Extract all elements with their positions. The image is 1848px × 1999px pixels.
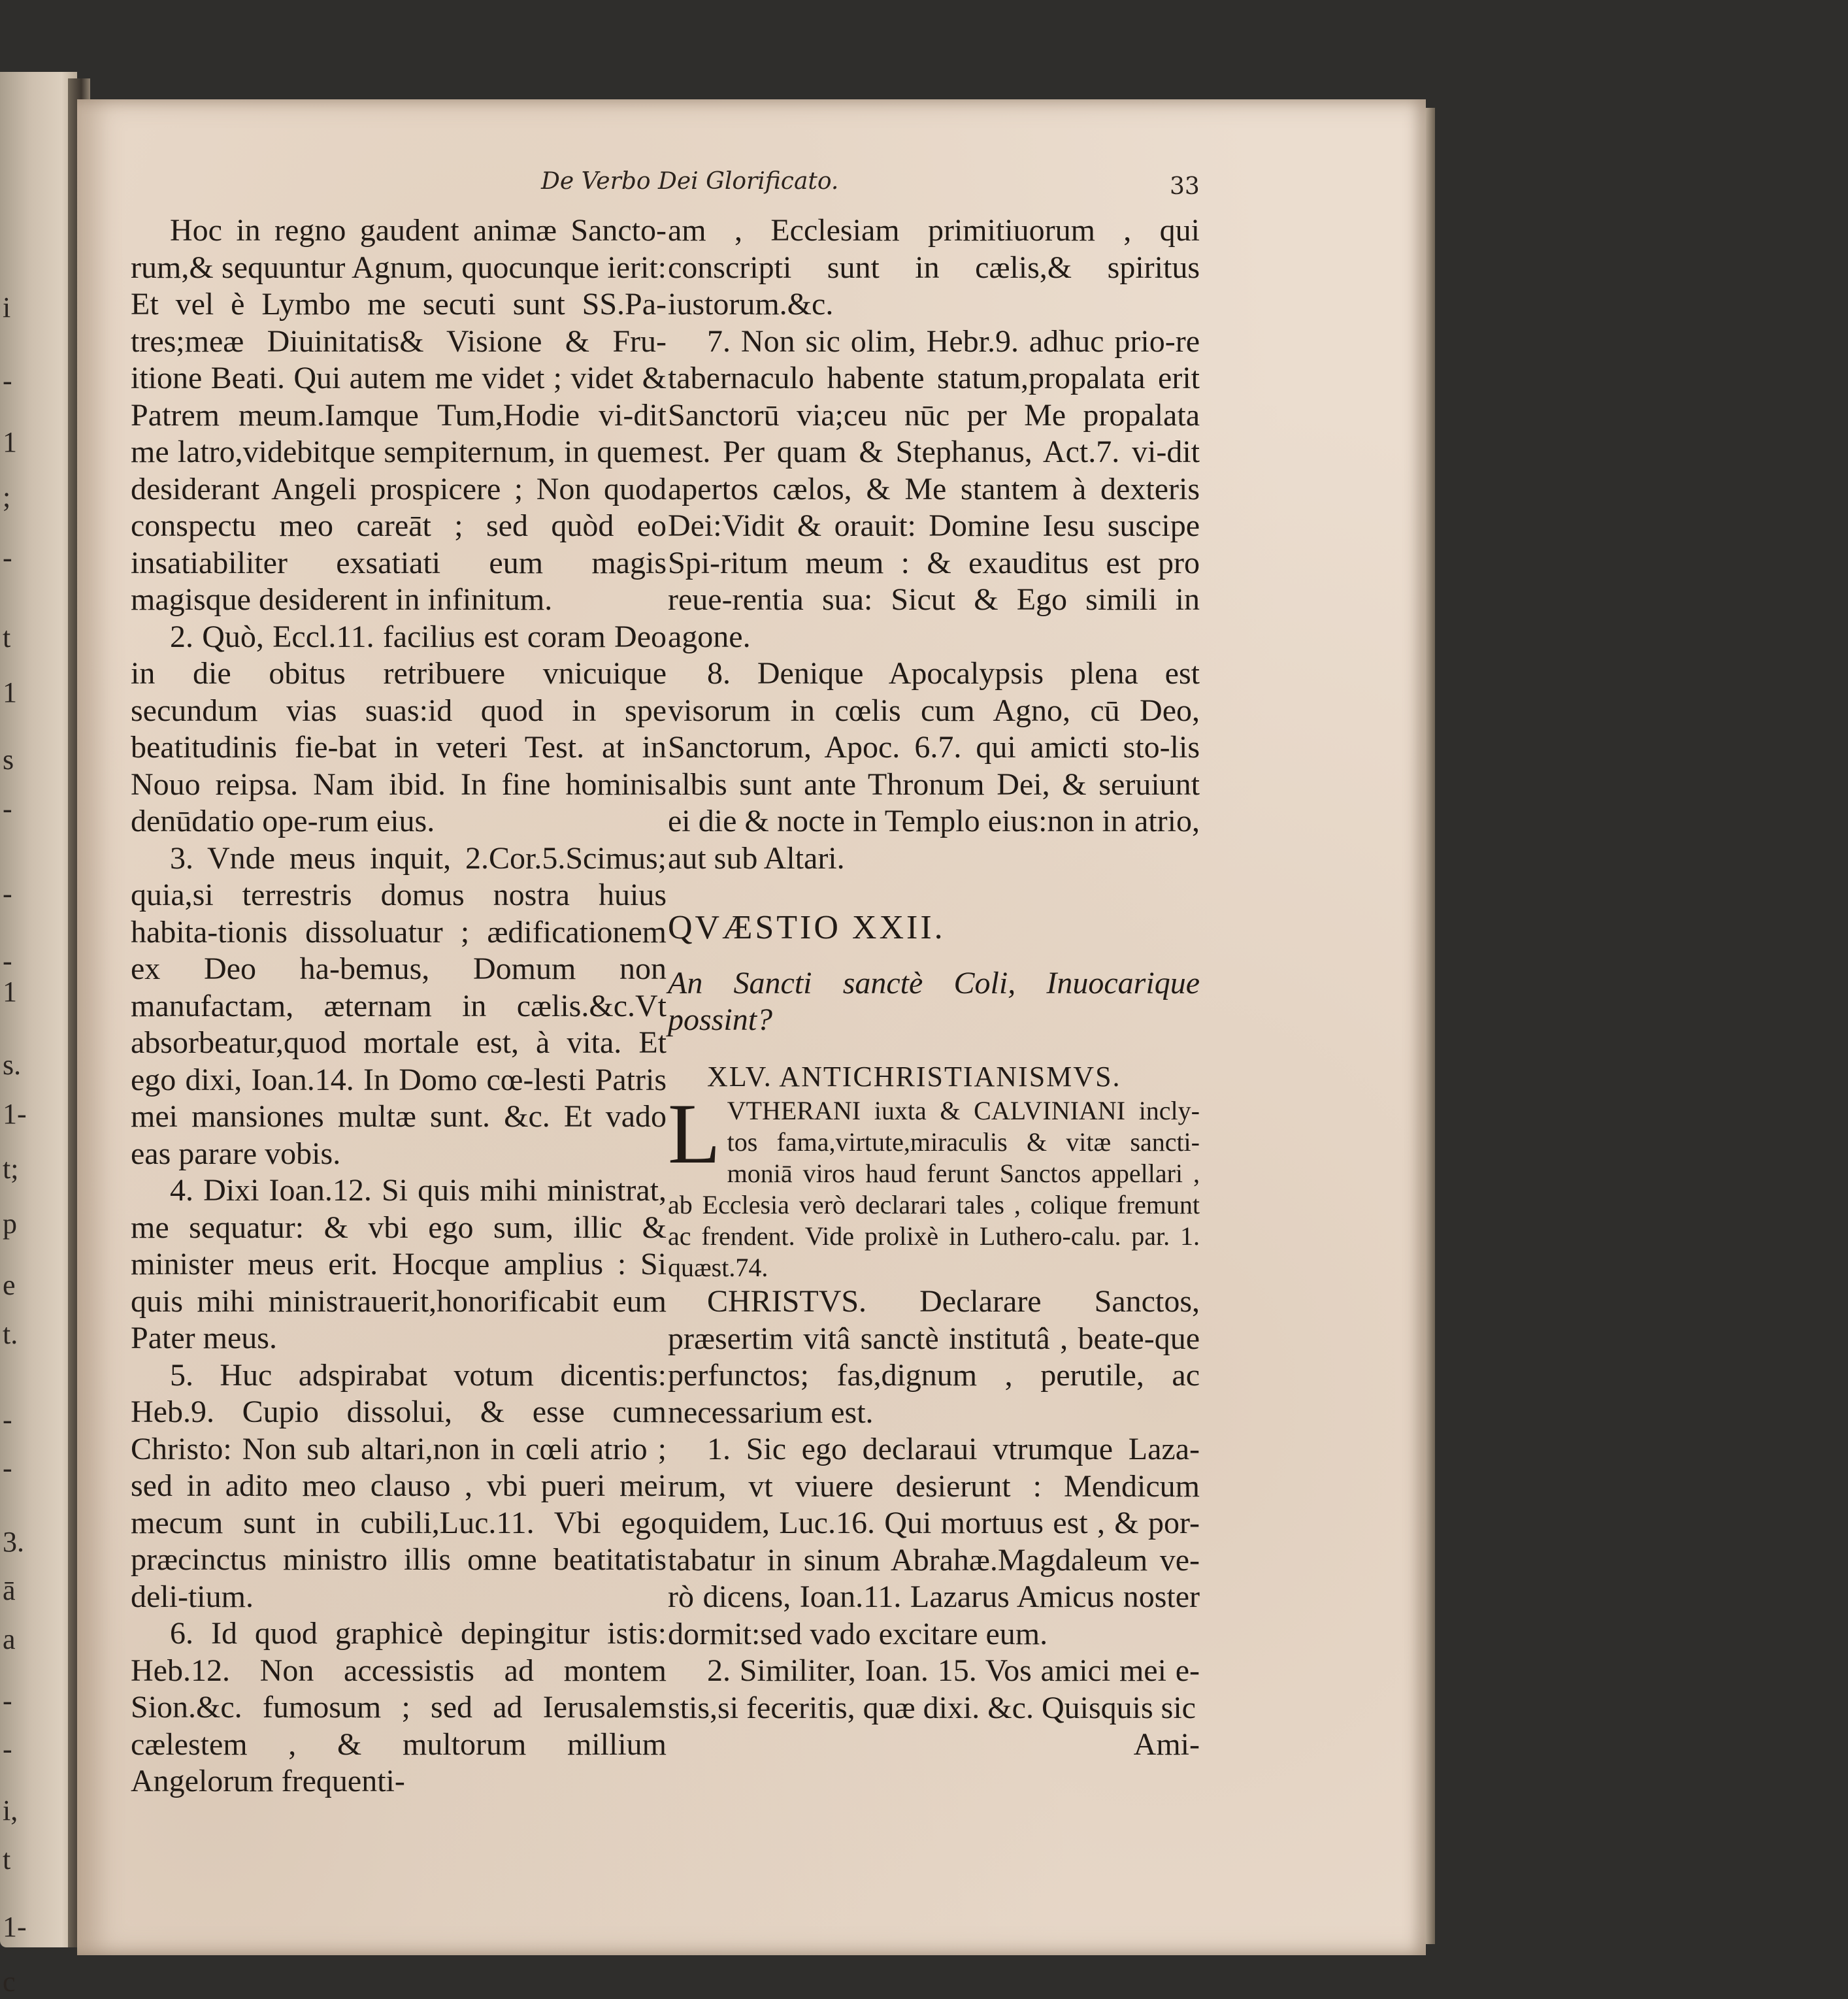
paragraph: 7. Non sic olim, Hebr.9. adhuc prio-re tabernaculo habente statum,propalata erit Sanctorū via;ceu nūc per Me propalata est. Per quam & Stephanus, Act.7. vi-dit apertos cælos, & Me stantem à dexteris Dei:Vidit & orauit: Domine Iesu suscipe Spi-ritum meum : & exauditus est pro reue-rentia sua: Sicut & Ego simili in agone. [668,323,1200,654]
margin-fragment: 1 [3,425,17,458]
paragraph: 4. Dixi Ioan.12. Si quis mihi ministrat, me sequatur: & vbi ego sum, illic & minister meus erit. Hocque amplius : Si quis mihi ministrauerit,honorificabit eum Pater meus. [131,1173,667,1355]
paragraph: 5. Huc adspirabat votum dicentis: Heb.9. Cupio dissolui, & esse cum Christo: Non sub altari,non in cœli atrio ; sed in adito meo clauso , vbi pueri mei mecum sunt in cubili,Luc.11. Vbi ego præcinctus ministro illis omne beatitatis deli-tium. [131,1357,667,1614]
catchword: Ami- [1133,1727,1200,1762]
margin-fragment: e [3,1268,16,1301]
paragraph: 1. Sic ego declaraui vtrumque Laza-rum, vt viuere desierunt : Mendicum quidem, Luc.16. Qui mortuus est , & por-tabatur in sinum Abrahæ.Magdaleum ve-rò dicens, Ioan.11. Lazarus Amicus noster dormit:sed vado excitare eum. [668,1432,1200,1651]
paragraph: am , Ecclesiam primitiuorum , qui conscripti sunt in cælis,& spiritus iustorum.&c. [668,213,1200,322]
margin-fragment: - [3,1684,12,1717]
margin-fragment: t [3,1843,11,1875]
paragraph: 2. Quò, Eccl.11. facilius est coram Deo in die obitus retribuere vnicuique secundum vias suas:id quod in spe beatitudinis fie-bat in veteri Test. at in Nouo reipsa. Nam ibid. In fine hominis denūdatio ope-rum eius. [131,619,667,838]
paragraph: 3. Vnde meus inquit, 2.Cor.5.Scimus; quia,si terrestris domus nostra huius habita-tionis dissoluatur ; ædificationem ex Deo ha-bemus, Domum non manufactam, æternam in cælis.&c.Vt absorbeatur,quod mortale est, à vita. Et ego dixi, Ioan.14. In Domo cœ-lesti Patris mei mansiones multæ sunt. &c. Et vado eas parare vobis. [131,840,667,1171]
margin-fragment: ā [3,1574,16,1607]
previous-page-edge [0,72,77,1998]
margin-fragment: t. [3,1317,18,1350]
margin-fragment: 1- [3,1910,27,1943]
margin-fragment: a [3,1623,16,1656]
section-text [668,1085,1200,1283]
margin-fragment: i [3,291,11,323]
margin-fragment: 1 [3,976,17,1008]
paragraph: CHRISTVS. Declarare Sanctos, præsertim vitâ sanctè institutâ , beate-que perfunctos; fas,dignum , perutile, ac necessarium est. [668,1284,1200,1430]
question-subtitle: An Sancti sanctè Coli, Inuocarique possint? [668,965,1200,1037]
margin-fragment: i, [3,1794,18,1826]
question-title: QVÆSTIO XXII. [668,909,946,946]
paragraph: 6. Id quod graphicè depingitur istis: Heb.12. Non accessistis ad montem Sion.&c. fumosum ; sed ad Ierusalem cælestem , & multorum millium Angelorum frequenti- [131,1616,667,1798]
drop-cap: L [668,1085,721,1181]
margin-fragment: s. [3,1049,22,1082]
margin-fragment: - [3,792,12,825]
margin-fragment: t; [3,1153,19,1185]
right-column [668,212,1200,1764]
margin-fragment: s [3,743,14,776]
page-number: 33 [1170,173,1200,200]
margin-fragment: 3. [3,1525,24,1558]
margin-fragment: - [3,945,12,978]
paragraph: 8. Denique Apocalypsis plena est visorum in cœlis cum Agno, cū Deo, Sanctorum, Apoc. 6.7. qui amicti sto-lis albis sunt ante Thronum Dei, & seruiunt ei die & nocte in Templo eius:non in atrio, aut sub Altari. [668,656,1200,876]
running-title: De Verbo Dei Glorificato. [541,168,839,195]
paragraph: Hoc in regno gaudent animæ Sancto-rum,& sequuntur Agnum, quocunque ierit: Et vel è Lymbo me secuti sunt SS.Pa-tres;meæ Diuinitatis& Visione & Fru-itione Beati. Qui autem me videt ; videt & Patrem meum.Iamque Tum,Hodie vi-dit me latro,videbitque sempiternum, in quem desiderant Angeli prospicere ; Non quod conspectu meo careāt ; sed quòd eo insatiabiliter exsatiati eum magis magisque desiderent in infinitum. [131,213,667,617]
margin-fragment: - [3,365,12,397]
margin-fragment: ; [3,480,11,513]
margin-fragment: p [3,1208,17,1240]
margin-fragment: t [3,621,11,653]
margin-fragment: c [3,1965,16,1998]
margin-fragment: - [3,1452,12,1485]
margin-fragment: - [3,542,12,574]
margin-fragment: - [3,1733,12,1766]
margin-fragment: 1- [3,1098,27,1130]
section-text-body: VTHERANI iuxta & CALVINIANI incly-tos fama,virtute,miraculis & vitæ sancti-moniā viros haud ferunt Sanctos appellari , ab Ecclesia verò declarari tales , colique fremunt ac frendent. Vide prolixè in Luthero-calu. par. 1. quæst.74. [668,1096,1200,1282]
margin-fragment: 1 [3,676,17,708]
margin-fragment: - [3,878,12,910]
left-column [131,212,667,1800]
paragraph: 2. Similiter, Ioan. 15. Vos amici mei e-stis,si feceritis, quæ dixi. &c. Quisquis sic [668,1653,1200,1725]
section-heading: XLV. ANTICHRISTIANISMVS. [707,1060,1121,1093]
margin-fragment: - [3,1403,12,1436]
page-edge-shadow [1426,108,1435,1944]
